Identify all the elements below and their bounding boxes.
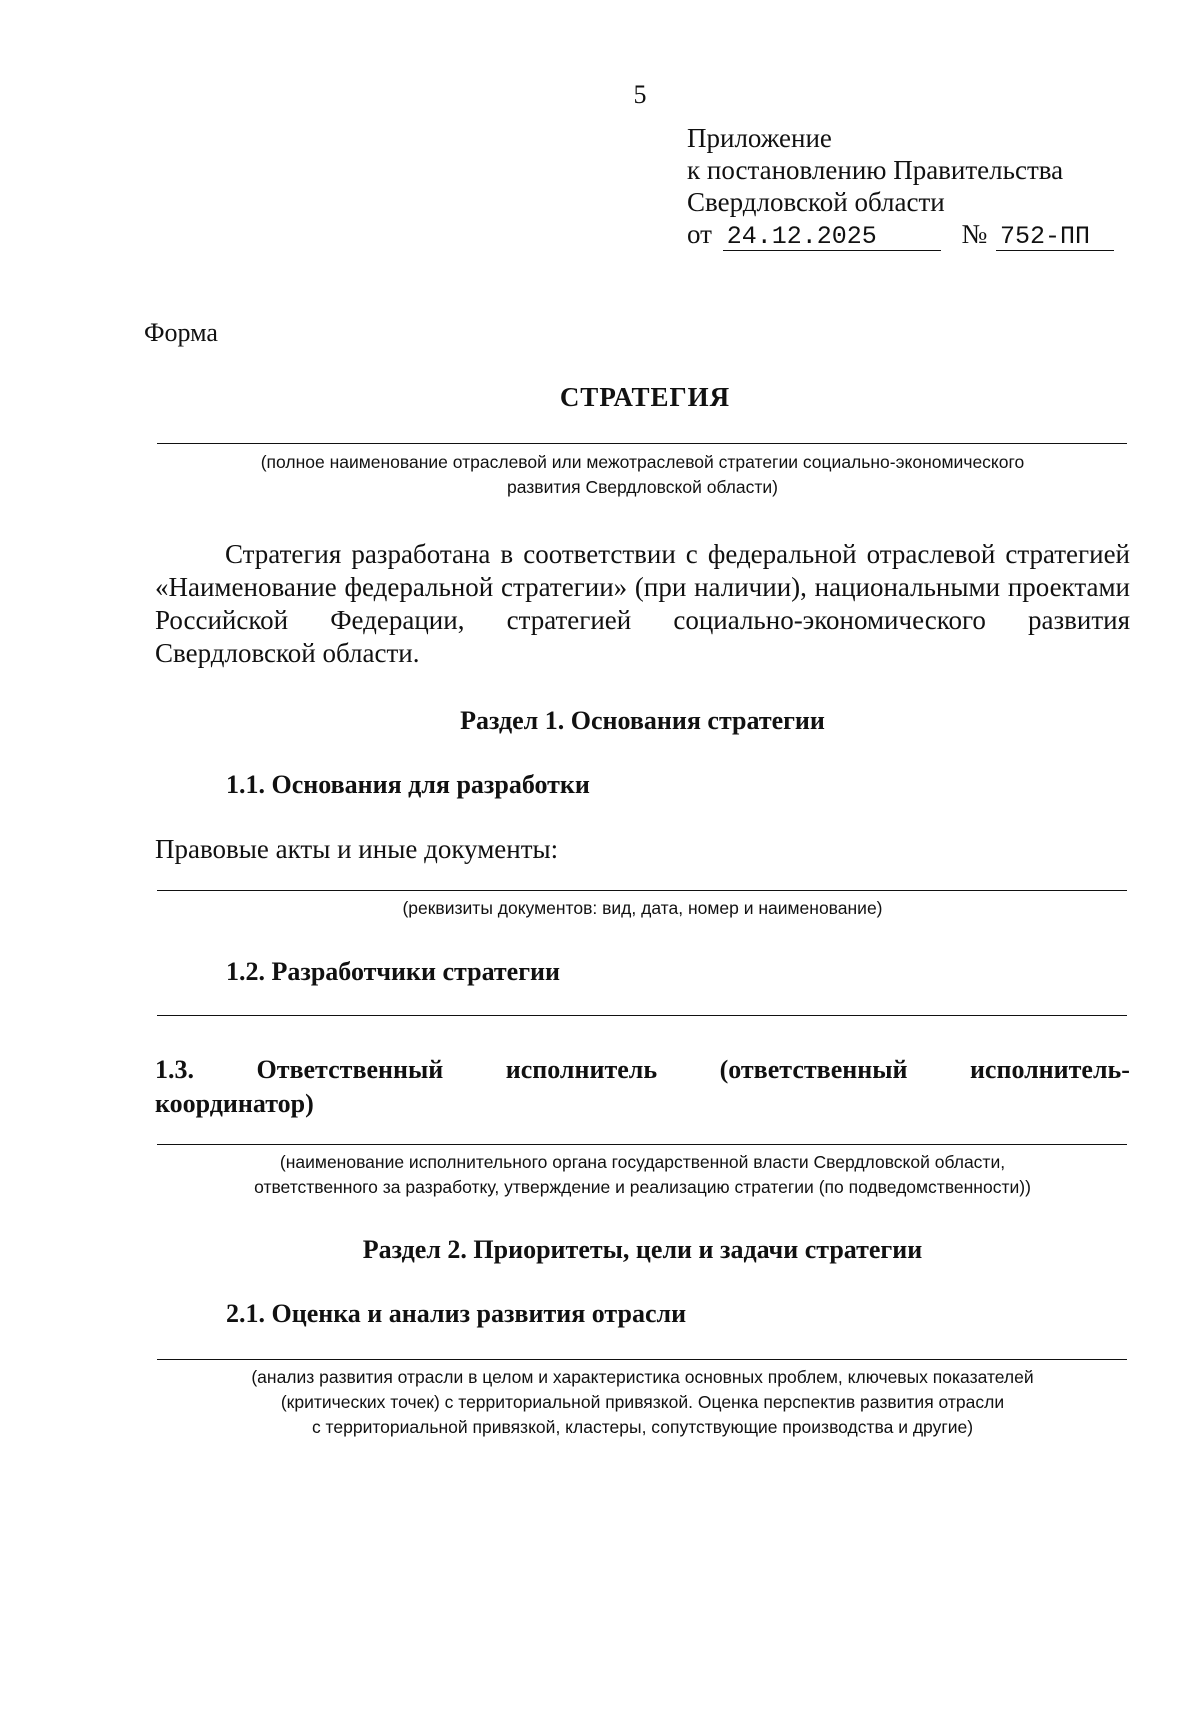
- subsection-1-3-heading-line-2: координатор): [155, 1089, 314, 1118]
- annex-line-1: Приложение: [687, 123, 832, 153]
- heading-word: 1.3.: [155, 1055, 194, 1084]
- page-number: 5: [633, 80, 647, 109]
- executor-caption-line-2: ответственного за разработку, утверждение и реализацию стратегии (по подведомственности)): [254, 1177, 1031, 1197]
- executor-caption-line-1: (наименование исполнительного органа государственной власти Свердловской области,: [279, 1152, 1006, 1172]
- title-fill-line: [157, 443, 1127, 444]
- annex-line-3: Свердловской области: [687, 187, 945, 217]
- legal-acts-caption: (реквизиты документов: вид, дата, номер и наименование): [402, 898, 883, 918]
- analysis-caption-line-2: (критических точек) с территориальной привязкой. Оценка перспектив развития отрасли: [280, 1392, 1005, 1412]
- developers-fill-line: [157, 1015, 1127, 1016]
- heading-word: (ответственный: [719, 1055, 908, 1084]
- executor-caption: [155, 1150, 1130, 1200]
- form-label: Форма: [144, 318, 218, 347]
- heading-word: Ответственный: [256, 1055, 444, 1084]
- subsection-1-3-heading-line-1: [155, 1053, 1130, 1087]
- subsection-1-2-heading: 1.2. Разработчики стратегии: [226, 957, 560, 986]
- annex-block: [687, 122, 1114, 251]
- number-prefix: №: [961, 219, 988, 249]
- document-title: СТРАТЕГИЯ: [559, 382, 731, 412]
- subsection-1-1-heading: 1.1. Основания для разработки: [226, 770, 590, 799]
- analysis-caption: [155, 1365, 1130, 1440]
- annex-date-line: [687, 218, 1114, 251]
- section-1-heading: Раздел 1. Основания стратегии: [460, 706, 825, 735]
- heading-word: исполнитель: [505, 1055, 658, 1084]
- legal-acts-fill-line: [157, 890, 1127, 891]
- date-prefix: от: [687, 219, 712, 249]
- subsection-1-3-heading: [155, 1053, 1130, 1121]
- annex-line-2: к постановлению Правительства: [687, 155, 1064, 185]
- heading-word: исполнитель-: [969, 1055, 1130, 1084]
- intro-paragraph: Стратегия разработана в соответствии с федеральной отраслевой стратегией «Наименование федеральной стратегии» (при наличии), национальными проектами Российской Федерации, стратегией социально-экономического развития Свердловской области.: [155, 539, 1130, 668]
- analysis-caption-line-3: с территориальной привязкой, кластеры, сопутствующие производства и другие): [311, 1417, 974, 1437]
- executor-fill-line: [157, 1144, 1127, 1145]
- title-caption: [155, 450, 1130, 500]
- legal-acts-label: Правовые акты и иные документы:: [155, 834, 559, 864]
- analysis-fill-line: [157, 1359, 1127, 1360]
- title-caption-line-1: (полное наименование отраслевой или межотраслевой стратегии социально-экономического: [260, 452, 1025, 472]
- section-2-heading: Раздел 2. Приоритеты, цели и задачи стратегии: [362, 1235, 923, 1264]
- subsection-2-1-heading: 2.1. Оценка и анализ развития отрасли: [226, 1299, 687, 1328]
- analysis-caption-line-1: (анализ развития отрасли в целом и характеристика основных проблем, ключевых показателей: [251, 1367, 1034, 1387]
- resolution-number: 752-ПП: [996, 224, 1114, 251]
- title-caption-line-2: развития Свердловской области): [506, 477, 778, 497]
- resolution-date: 24.12.2025: [723, 224, 941, 251]
